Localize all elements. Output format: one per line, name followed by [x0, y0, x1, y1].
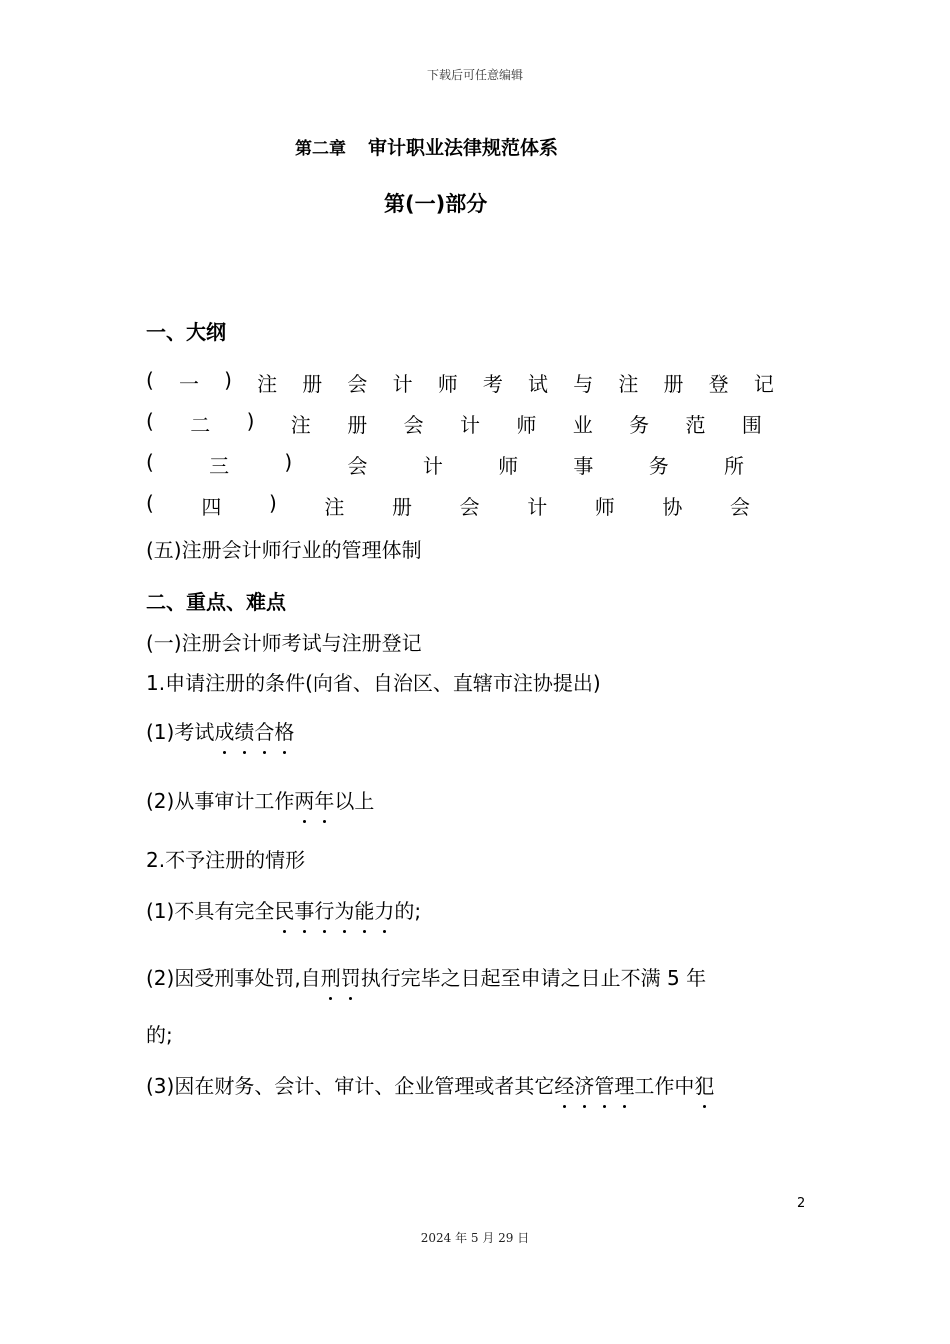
outline-item-1 — [146, 368, 774, 397]
outline-char: 所 — [724, 454, 744, 478]
refusal-2-continued: 的; — [146, 1023, 173, 1047]
outline-char: ) — [269, 491, 277, 515]
outline-char: 册 — [302, 372, 323, 396]
part-title: 第(一)部分 — [384, 192, 488, 216]
emphasis-text: 成绩合格 — [214, 720, 294, 744]
refusal-3: (3)因在财务、会计、审计、企业管理或者其它经济管理工作中犯 — [146, 1070, 714, 1099]
outline-char: 登 — [708, 372, 729, 396]
outline-char: 记 — [753, 372, 774, 396]
outline-char: 围 — [741, 413, 762, 437]
chapter-number: 第二章 — [295, 139, 346, 159]
outline-char: 三 — [209, 454, 230, 478]
outline-char: 范 — [685, 413, 706, 437]
outline-char: ) — [246, 409, 255, 433]
outline-char: 试 — [528, 372, 549, 396]
outline-char: ( — [146, 368, 154, 392]
outline-char: 与 — [573, 372, 594, 396]
outline-char: 计 — [459, 413, 480, 437]
outline-char: ) — [224, 368, 232, 392]
outline-heading: 一、大纲 — [146, 320, 226, 344]
outline-char: 注 — [290, 413, 311, 437]
condition-2: (2)从事审计工作两年以上 — [146, 785, 374, 814]
condition-1: (1)考试成绩合格 — [146, 716, 294, 745]
page-number: 2 — [797, 1196, 806, 1211]
outline-char: 计 — [422, 454, 443, 478]
refusal-1: (1)不具有完全民事行为能力的; — [146, 895, 421, 924]
refusal-2: (2)因受刑事处罚,自刑罚执行完毕之日起至申请之日止不满 5 年 — [146, 962, 706, 991]
outline-char: 册 — [392, 495, 412, 519]
emphasis-text: 犯 — [694, 1074, 714, 1098]
outline-char: ) — [284, 450, 293, 474]
refusal-heading: 2.不予注册的情形 — [146, 848, 306, 872]
outline-char: ( — [146, 409, 154, 433]
outline-char: 会 — [347, 454, 368, 478]
emphasis-text: 经济管理 — [554, 1074, 634, 1098]
page-header: 下载后可任意编辑 — [426, 68, 523, 82]
outline-char: 师 — [516, 413, 537, 437]
outline-char: 师 — [437, 372, 458, 396]
outline-char: 计 — [392, 372, 413, 396]
emphasis-text: 刑罚 — [321, 966, 361, 990]
page-footer-date: 2024 年 5 月 29 日 — [420, 1231, 530, 1245]
outline-char: 二 — [190, 413, 211, 437]
outline-char: 会 — [347, 372, 368, 396]
outline-item-2 — [146, 409, 762, 438]
outline-char: 计 — [527, 495, 548, 519]
emphasis-text: 两年 — [294, 789, 334, 813]
outline-char: 注 — [324, 495, 345, 519]
chapter-name: 审计职业法律规范体系 — [368, 137, 559, 159]
conditions-heading: 1.申请注册的条件(向省、自治区、直辖市注协提出) — [146, 671, 601, 695]
outline-item-5: (五)注册会计师行业的管理体制 — [146, 538, 422, 562]
outline-char: ( — [146, 450, 154, 474]
chapter-title — [295, 133, 558, 160]
outline-char: 考 — [482, 372, 503, 396]
outline-char: 师 — [594, 495, 615, 519]
section-registration: (一)注册会计师考试与注册登记 — [146, 631, 422, 655]
outline-char: 一 — [178, 372, 199, 396]
outline-char: 四 — [201, 495, 222, 519]
outline-char: 会 — [729, 495, 750, 519]
outline-char: 协 — [662, 495, 683, 519]
keypoints-heading: 二、重点、难点 — [146, 590, 286, 614]
outline-char: 册 — [347, 413, 368, 437]
outline-char: 业 — [572, 413, 593, 437]
outline-char: 事 — [573, 454, 594, 478]
outline-item-4 — [146, 491, 750, 520]
outline-char: 务 — [648, 454, 669, 478]
outline-char: 册 — [663, 372, 684, 396]
outline-char: ( — [146, 491, 154, 515]
outline-char: 会 — [403, 413, 424, 437]
outline-char: 会 — [459, 495, 480, 519]
outline-item-3 — [146, 450, 744, 479]
outline-char: 注 — [618, 372, 639, 396]
emphasis-text: 民事行为能力 — [274, 899, 394, 923]
outline-char: 注 — [257, 372, 278, 396]
outline-char: 师 — [498, 454, 519, 478]
outline-char: 务 — [629, 413, 650, 437]
